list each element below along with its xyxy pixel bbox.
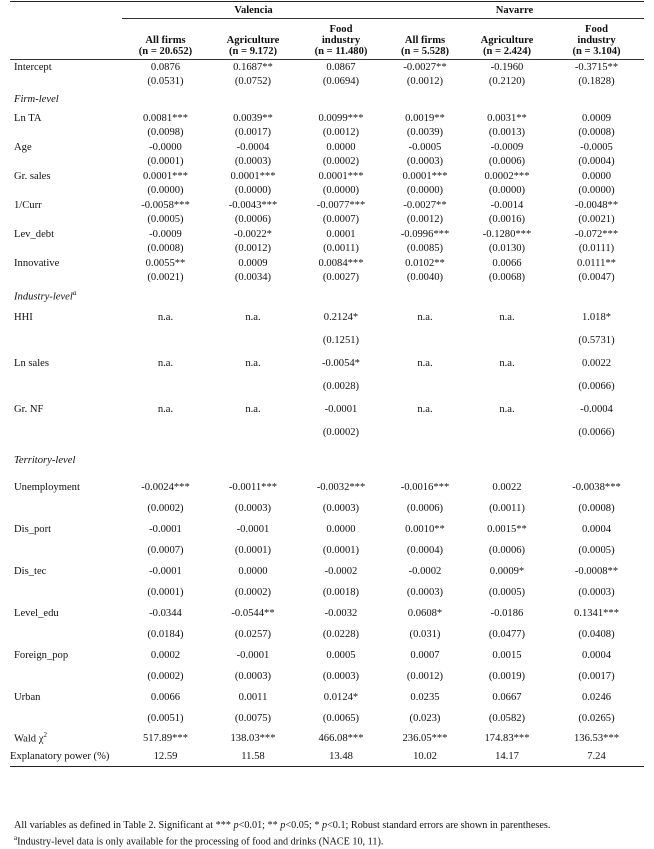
table-row-se [10,666,644,687]
coef-cell: 0.0002 [150,649,181,661]
row-label-empty [10,708,122,729]
coef-cell: n.a. [245,358,261,369]
row-label-sup: 2 [43,731,47,740]
coef-cell: 0.0004 [581,649,612,661]
row-label-empty [10,126,122,140]
se-cell: (0.0000) [322,185,360,196]
coef-cell: -0.0032 [324,607,358,619]
coef-cell: -0.0005 [580,141,613,153]
table-row [10,687,644,708]
table-row [10,561,644,582]
row-label: Level_edu [14,607,59,619]
se-cell: (0.0034) [234,272,272,283]
section-label-text: Industry-level [14,291,73,303]
coef-cell: 0.0066 [150,691,181,703]
coef-cell: -0.0048** [574,199,619,211]
row-label-empty [10,666,122,687]
coef-cell: n.a. [245,404,261,415]
row-label: Age [14,141,32,153]
se-cell: (0.0017) [578,670,615,682]
se-cell: (0.0002) [147,502,184,514]
se-cell: (0.0002) [147,670,184,682]
se-cell: (0.0004) [578,156,615,167]
se-cell: (0.0582) [488,712,526,724]
table-row [10,169,644,184]
coef-cell: -0.072*** [574,228,619,240]
table-row-se [10,329,644,353]
se-cell [385,375,465,399]
se-cell: (0.0002) [322,156,360,167]
table-row-se [10,126,644,140]
table-row [10,603,644,624]
se-cell [209,421,297,445]
row-label: Ln sales [14,358,50,369]
coef-cell: 0.0001 [326,228,356,240]
se-cell: (0.0047) [578,272,615,283]
row-label-empty [10,329,122,353]
region-valencia: Valencia [122,2,385,19]
row-label: Innovative [14,257,60,269]
row-label: Dis_tec [14,565,47,577]
se-cell: (0.0001) [147,156,184,167]
se-cell: (0.0012) [234,243,272,254]
se-cell: (0.0001) [147,586,184,598]
coef-cell: -0.0001 [236,649,270,661]
coef-cell: -0.0009 [490,141,524,153]
row-label: HHI [14,312,33,323]
se-cell: (0.0408) [578,628,615,640]
stat-cell: 136.53*** [574,732,620,744]
col-header: Food industry (n = 3.104) [549,19,644,60]
stat-cell: 13.48 [297,748,385,767]
coef-cell: 0.0001*** [402,170,448,182]
row-label: Urban [14,691,41,703]
coef-cell: 0.0000 [326,141,356,153]
footnote-industry: $^a$Industry-level data is only available for the processing of food and drinks (NACE 10, 11). [14,834,384,848]
coef-cell: -0.0027** [403,199,447,211]
se-cell [385,329,465,353]
se-cell: (0.0028) [322,381,360,392]
se-cell: (0.0477) [488,628,526,640]
coef-cell: -0.0002 [408,565,442,577]
coef-cell: -0.0038*** [572,481,621,493]
se-cell: (0.0002) [234,586,272,598]
se-cell [465,375,549,399]
coef-cell: 0.0019** [405,112,445,124]
coef-cell: 0.0608* [407,607,443,619]
stat-cell: 236.05*** [402,732,448,744]
row-label-text: Wald χ [14,733,44,745]
coef-cell: -0.0001 [236,523,270,535]
coef-cell: 0.0031** [487,112,527,124]
se-cell: (0.0001) [234,544,272,556]
se-cell: (0.0007) [147,544,184,556]
se-cell: (0.0184) [147,628,184,640]
coef-cell: n.a. [245,312,261,323]
se-cell [465,421,549,445]
se-cell: (0.0000) [147,185,184,196]
col-header: All firms (n = 20.652) [122,19,209,60]
section-row [10,445,644,477]
table-row [10,353,644,375]
col-header: All firms (n = 5.528) [385,19,465,60]
se-cell: (0.0006) [488,156,526,167]
row-label: Gr. NF [14,404,44,415]
se-cell: (0.0008) [578,502,615,514]
section-label [10,285,644,307]
row-label: Dis_port [14,523,52,535]
coef-cell: -0.1960 [490,61,524,73]
coef-cell: 0.0055** [145,257,186,269]
se-cell: (0.0005) [578,544,615,556]
table-row-se [10,271,644,285]
coef-cell: 0.0867 [326,61,356,73]
table-row-se [10,498,644,519]
table-row-se [10,155,644,169]
coef-cell: 0.2124* [323,312,359,323]
se-cell: (0.0066) [578,427,615,438]
se-cell: (0.0065) [322,712,360,724]
table-row-se [10,708,644,729]
region-header-row [10,2,644,19]
table-row-se [10,75,644,89]
se-cell: (0.0265) [578,712,615,724]
table-row-se [10,624,644,645]
coef-cell: 0.0005 [326,649,356,661]
coef-cell: n.a. [499,312,515,323]
coef-cell: -0.1280*** [482,228,532,240]
stat-cell: 11.58 [209,748,297,767]
se-cell [209,375,297,399]
footnote-significance: All variables as defined in Table 2. Significant at *** p<0.01; ** p<0.05; * p<0.1; Robust standard errors are shown in parentheses. [14,820,551,831]
coef-cell: -0.0004 [236,141,270,153]
table-row [10,477,644,498]
se-cell [465,329,549,353]
stat-cell: 7.24 [549,748,644,767]
se-cell: (0.0051) [147,712,184,724]
coef-cell: -0.0544** [231,607,275,619]
coef-cell: 0.0235 [410,691,440,703]
coef-cell: 0.0039** [233,112,273,124]
coef-cell: -0.0058*** [141,199,190,211]
table-row [10,519,644,540]
coef-cell: n.a. [417,404,433,415]
se-cell: (0.0003) [234,156,272,167]
se-cell: (0.0006) [234,214,272,225]
coef-cell: -0.3715** [574,61,619,73]
se-cell: (0.1251) [322,335,360,346]
coef-cell: 0.0124* [323,691,359,703]
coef-cell: 0.0246 [581,691,612,703]
se-cell: (0.0016) [488,214,526,225]
coef-cell: -0.0054* [322,358,360,369]
coef-cell: 0.0000 [238,565,268,577]
se-cell: (0.0005) [488,586,526,598]
row-label: 1/Curr [14,199,42,211]
se-cell: (0.0066) [578,381,615,392]
se-cell: (0.0003) [578,586,615,598]
section-label: Territory-level [14,455,76,466]
se-cell: (0.0085) [406,243,444,254]
coef-cell: 0.0099*** [318,112,364,124]
se-cell [385,421,465,445]
se-cell: (0.0039) [406,127,444,138]
row-label: Intercept [14,61,52,73]
se-cell: (0.0111) [578,243,615,254]
se-cell: (0.0012) [322,127,360,138]
coef-cell: 0.0004 [581,523,612,535]
se-cell: (0.5731) [578,335,615,346]
se-cell: (0.0012) [406,214,444,225]
se-cell: (0.0130) [488,243,526,254]
table-row-se [10,421,644,445]
row-label-empty [10,242,122,256]
se-cell [122,375,209,399]
section-label: Firm-level [14,94,59,105]
stat-row [10,748,644,767]
se-cell: (0.0005) [147,214,184,225]
se-cell [122,329,209,353]
table-row [10,399,644,421]
regression-table [10,1,644,767]
se-cell: (0.0004) [406,544,444,556]
se-cell: (0.0068) [488,272,526,283]
coef-cell: -0.0024*** [141,481,190,493]
table-footnotes [14,820,646,848]
se-cell: (0.0752) [234,76,272,87]
stat-row [10,729,644,748]
se-cell: (0.0257) [234,628,272,640]
se-cell: (0.0006) [488,544,526,556]
coef-cell: 0.0102** [405,257,445,269]
se-cell: (0.0011) [489,502,525,514]
se-cell: (0.0003) [406,586,444,598]
se-cell: (0.0019) [488,670,526,682]
coef-cell: 0.0009 [581,112,612,124]
coef-cell: -0.0005 [408,141,442,153]
se-cell: (0.0531) [147,76,184,87]
se-cell: (0.0003) [322,502,360,514]
se-cell: (0.031) [409,628,441,640]
se-cell: (0.0003) [234,502,272,514]
stat-cell: 12.59 [122,748,209,767]
row-label-empty [10,624,122,645]
coef-cell: 0.0011 [238,691,268,703]
se-cell: (0.0000) [406,185,444,196]
se-cell: (0.0000) [578,185,615,196]
coef-cell: 0.0009 [238,257,268,269]
coef-cell: -0.0043*** [228,199,278,211]
se-cell [122,421,209,445]
coef-cell: -0.0011*** [228,481,278,493]
coef-cell: -0.0000 [149,141,182,153]
coef-cell: n.a. [417,312,433,323]
se-cell: (0.0017) [234,127,272,138]
coef-cell: -0.0344 [149,607,182,619]
coef-cell: 0.0015 [492,649,522,661]
coef-cell: n.a. [157,358,174,369]
coef-cell: -0.0016*** [400,481,450,493]
coef-cell: 0.0081*** [142,112,189,124]
stat-cell: 466.08*** [318,732,364,744]
coef-cell: n.a. [157,404,174,415]
se-cell: (0.0098) [147,127,184,138]
row-label: Unemployment [14,481,80,493]
table-row-se [10,540,644,561]
coef-cell: -0.0022* [234,228,272,240]
coef-cell: 0.0066 [492,257,522,269]
coef-cell: -0.0008** [574,565,619,577]
coef-cell: -0.0001 [149,523,182,535]
se-cell: (0.0012) [406,76,444,87]
coef-cell: 0.1341*** [574,607,620,619]
stat-cell: 138.03*** [230,732,276,744]
coef-cell: 0.1687** [233,61,273,73]
row-label: Ln TA [14,112,42,124]
row-label-empty [10,498,122,519]
se-cell: (0.1828) [578,76,615,87]
stat-cell: 517.89*** [142,732,189,744]
section-row [10,89,644,111]
se-cell: (0.2120) [488,76,526,87]
coef-cell: -0.0077*** [316,199,366,211]
se-cell: (0.0000) [234,185,272,196]
row-label [10,729,122,748]
region-navarre: Navarre [385,2,644,19]
table-row [10,307,644,329]
se-cell: (0.0003) [406,156,444,167]
row-label-empty [10,582,122,603]
row-label: Foreign_pop [14,649,69,661]
table-row [10,140,644,155]
table-row [10,111,644,126]
table-row-se [10,242,644,256]
coef-cell: 0.0015** [487,523,527,535]
row-label-empty [10,155,122,169]
coef-cell: 0.0007 [410,649,440,661]
se-cell [209,329,297,353]
coef-cell: -0.0004 [580,404,613,415]
coef-cell: 0.0022 [581,358,612,369]
column-header-row [10,19,644,60]
table-row [10,256,644,271]
table-row-se [10,375,644,399]
coef-cell: 0.0001*** [230,170,276,182]
coef-cell: 0.0001*** [318,170,364,182]
coef-cell: 0.0001*** [142,170,189,182]
se-cell: (0.0021) [578,214,615,225]
coef-cell: -0.0001 [149,565,182,577]
stat-cell: 14.17 [465,748,549,767]
coef-cell: 0.0667 [492,691,522,703]
coef-cell: 0.0010** [405,523,445,535]
col-header: Agriculture (n = 2.424) [465,19,549,60]
se-cell: (0.0006) [406,502,444,514]
coef-cell: n.a. [157,312,174,323]
table-row-se [10,213,644,227]
se-cell: (0.0008) [578,127,615,138]
row-label-empty [10,75,122,89]
coef-cell: 0.0876 [150,61,181,73]
se-cell: (0.0002) [322,427,360,438]
row-label-empty [10,421,122,445]
se-cell: (0.0012) [406,670,444,682]
section-label-sup: a [72,288,77,297]
row-label: Lev_debt [14,228,55,240]
se-cell: (0.0003) [234,670,272,682]
row-label-empty [10,540,122,561]
stat-cell: 174.83*** [484,732,530,744]
se-cell: (0.0003) [322,670,360,682]
stat-cell: 10.02 [385,748,465,767]
se-cell: (0.0228) [322,628,360,640]
row-label-text: Explanatory power (%) [10,751,110,763]
coef-cell: n.a. [499,404,515,415]
se-cell: (0.0075) [234,712,272,724]
coef-cell: -0.0032*** [316,481,366,493]
se-cell: (0.0027) [322,272,360,283]
row-label-empty [10,375,122,399]
se-cell: (0.0013) [488,127,526,138]
coef-cell: 0.0009* [489,565,525,577]
se-cell: (0.023) [409,712,441,724]
coef-cell: 0.0000 [581,170,612,182]
row-label-empty [10,213,122,227]
coef-cell: 0.0022 [492,481,522,493]
table-row [10,60,644,75]
se-cell: (0.0021) [147,272,184,283]
coef-cell: -0.0001 [324,404,358,415]
coef-cell: n.a. [499,358,515,369]
stub-header [10,2,122,19]
se-cell: (0.0000) [488,185,526,196]
table-body [10,60,644,767]
table-row [10,645,644,666]
row-label [10,748,122,767]
se-cell: (0.0011) [323,243,359,254]
coef-cell: -0.0009 [149,228,182,240]
coef-cell: -0.0002 [324,565,358,577]
se-cell: (0.0040) [406,272,444,283]
col-header: Agriculture (n = 9.172) [209,19,297,60]
se-cell: (0.0018) [322,586,360,598]
se-cell: (0.0008) [147,243,184,254]
coef-cell: -0.0996*** [400,228,450,240]
coef-cell: 0.0111** [577,257,616,269]
table-row [10,198,644,213]
coef-cell: -0.0014 [490,199,524,211]
row-label-empty [10,271,122,285]
coef-cell: 1.018* [581,312,612,323]
coef-cell: n.a. [417,358,433,369]
coef-cell: 0.0002*** [484,170,530,182]
coef-cell: 0.0084*** [318,257,364,269]
se-cell: (0.0007) [322,214,360,225]
coef-cell: -0.0027** [403,61,447,73]
se-cell: (0.0001) [322,544,360,556]
coef-cell: -0.0186 [490,607,524,619]
table-row [10,227,644,242]
coef-cell: 0.0000 [326,523,356,535]
table-row-se [10,582,644,603]
table-row-se [10,184,644,198]
col-header: Food industry (n = 11.480) [297,19,385,60]
row-label-empty [10,184,122,198]
section-row [10,285,644,307]
se-cell: (0.0694) [322,76,360,87]
row-label: Gr. sales [14,170,51,182]
